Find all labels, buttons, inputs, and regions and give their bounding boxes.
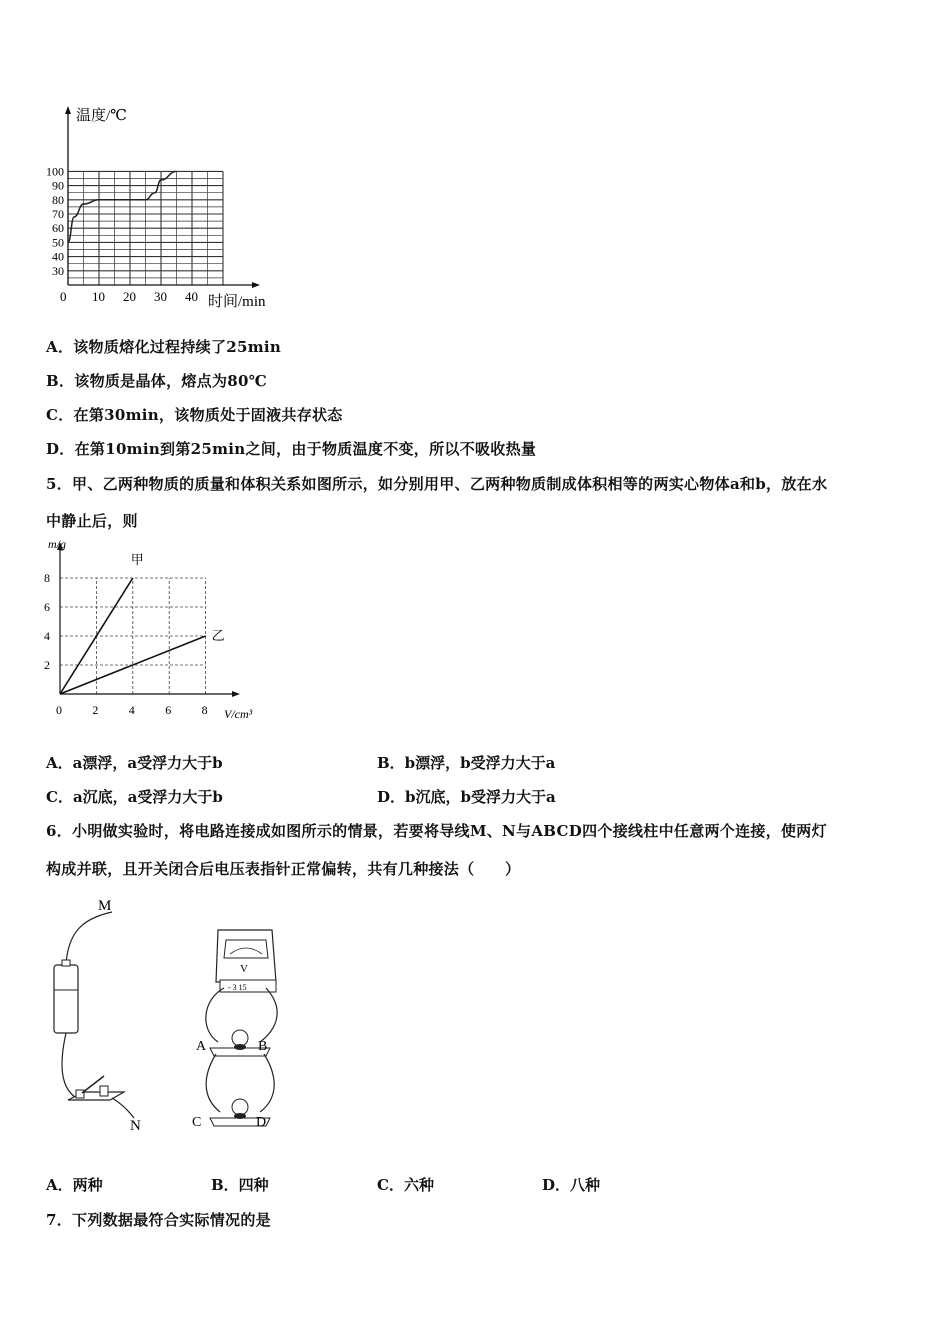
x-tick-label: 8 (201, 703, 208, 717)
x-tick-label: 0 (60, 289, 67, 304)
q5-option-d: D．b沉底，b受浮力大于a (377, 788, 556, 806)
q6-option-b: B．四种 (211, 1176, 269, 1194)
chart-tick-labels (44, 571, 208, 717)
circuit-figure (40, 890, 290, 1140)
x-tick-label: 10 (92, 289, 105, 304)
label-a: A (196, 1039, 207, 1054)
chart-grid (60, 578, 206, 694)
voltmeter-icon (216, 930, 276, 992)
label-d: D (256, 1115, 267, 1130)
q6-stem-line2: 构成并联，且开关闭合后电压表指针正常偏转，共有几种接法（ ） (46, 860, 521, 878)
y-tick-label: 60 (52, 221, 64, 236)
x-tick-label: 4 (128, 703, 135, 717)
q4-option-a: A．该物质熔化过程持续了25min (46, 338, 282, 356)
y-tick-label: 70 (52, 207, 64, 221)
x-tick-label: 20 (123, 289, 136, 304)
label-n: N (130, 1118, 141, 1134)
y-tick-label: 90 (52, 178, 64, 193)
q6-option-c: C．六种 (377, 1176, 434, 1194)
series-label: 乙 (211, 628, 225, 643)
meter-wire-right (260, 988, 277, 1042)
chart-axes (65, 106, 260, 288)
meter-terminals: - 3 15 (228, 983, 247, 992)
x-tick-label: 40 (185, 289, 198, 304)
y-tick-label: 30 (52, 263, 64, 278)
label-c: C (192, 1115, 202, 1130)
x-axis-arrow (252, 282, 260, 288)
meter-wire-left (206, 988, 224, 1042)
q7-stem: 7．下列数据最符合实际情况的是 (46, 1211, 271, 1229)
series-label: 甲 (130, 552, 144, 567)
y-tick-label: 100 (46, 164, 64, 179)
y-axis-label: 温度/℃ (76, 108, 127, 124)
q6-stem-line1: 6．小明做实验时，将电路连接成如图所示的情景，若要将导线M、N与ABCD四个接线柱中任意两个连接，使两灯 (46, 822, 827, 840)
q4-option-b: B．该物质是晶体，熔点为80℃ (46, 372, 268, 390)
temperature-time-chart (40, 100, 290, 315)
q6-option-d: D．八种 (542, 1176, 601, 1194)
battery-icon (54, 960, 78, 1033)
y-tick-label: 8 (44, 571, 50, 585)
label-b: B (258, 1039, 268, 1054)
y-tick-label: 50 (52, 235, 64, 250)
mass-volume-chart (38, 532, 268, 727)
x-axis-label: V/cm³ (224, 707, 253, 721)
q4-option-c: C．在第30min，该物质处于固液共存状态 (46, 406, 343, 424)
q5-option-b: B．b漂浮，b受浮力大于a (377, 754, 556, 772)
label-m: M (98, 898, 112, 914)
x-tick-label: 6 (165, 703, 172, 717)
y-axis-label: m/g (48, 537, 66, 551)
y-tick-label: 80 (52, 192, 64, 207)
wire-m (66, 912, 112, 965)
x-tick-label: 0 (56, 703, 62, 717)
q5-option-a: A．a漂浮，a受浮力大于b (46, 754, 223, 772)
x-tick-label: 2 (92, 703, 99, 717)
y-tick-label: 40 (52, 249, 64, 264)
lamp-wire-right (260, 1054, 274, 1112)
y-axis-arrow (65, 106, 71, 114)
q5-option-c: C．a沉底，a受浮力大于b (46, 788, 223, 806)
x-tick-label: 30 (154, 289, 167, 304)
q5-stem-line1: 5．甲、乙两种物质的质量和体积关系如图所示，如分别用甲、乙两种物质制成体积相等的两实心物体a和b，放在水 (46, 475, 828, 493)
q5-stem-line2: 中静止后，则 (46, 512, 138, 530)
x-axis-label: 时间/min (208, 294, 266, 310)
wire-n (112, 1098, 134, 1118)
y-tick-label: 2 (44, 658, 50, 672)
y-tick-label: 6 (44, 600, 50, 614)
chart-grid (68, 171, 223, 285)
chart-series-lines (60, 552, 225, 694)
switch-icon (68, 1076, 124, 1100)
chart-axes (57, 542, 240, 697)
y-tick-label: 4 (44, 629, 50, 643)
q6-option-a: A．两种 (46, 1176, 103, 1194)
voltmeter-v-label: V (240, 963, 248, 975)
q4-option-d: D．在第10min到第25min之间，由于物质温度不变，所以不吸收热量 (46, 440, 537, 458)
lamp-wire-left (206, 1054, 220, 1112)
x-axis-arrow (232, 691, 240, 697)
